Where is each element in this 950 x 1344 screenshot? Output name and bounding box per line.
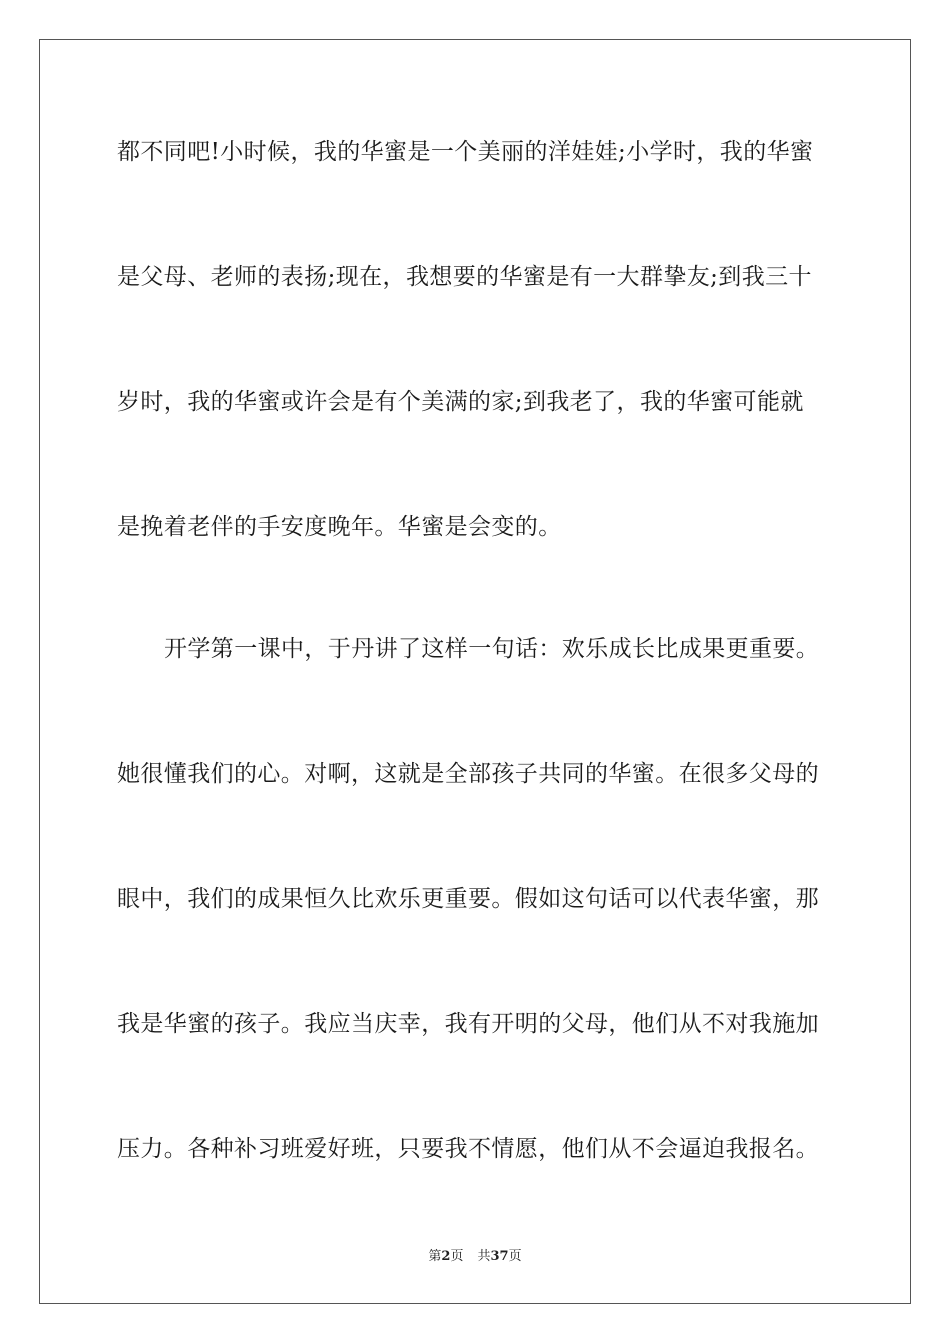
page-prefix: 第 <box>428 1249 442 1264</box>
body-text-line-4: 是挽着老伴的手安度晚年。华蜜是会变的。 <box>117 514 562 540</box>
body-text-line-1: 都不同吧!小时候，我的华蜜是一个美丽的洋娃娃;小学时，我的华蜜 <box>117 139 814 165</box>
page-footer <box>0 1248 950 1266</box>
page-frame <box>39 39 911 1304</box>
body-text-line-9: 压力。各种补习班爱好班，只要我不情愿，他们从不会逼迫我报名。 <box>117 1136 819 1162</box>
total-pages-label <box>477 1249 521 1264</box>
page-number: 2 <box>441 1249 451 1264</box>
body-text-line-8: 我是华蜜的孩子。我应当庆幸，我有开明的父母，他们从不对我施加 <box>117 1011 819 1037</box>
page-number-label <box>428 1249 463 1264</box>
body-text-line-7: 眼中，我们的成果恒久比欢乐更重要。假如这句话可以代表华蜜，那 <box>117 886 819 912</box>
total-suffix: 页 <box>508 1249 522 1264</box>
total-pages: 37 <box>490 1249 509 1264</box>
body-text-line-3: 岁时，我的华蜜或许会是有个美满的家;到我老了，我的华蜜可能就 <box>117 389 804 415</box>
body-text-line-5: 开学第一课中，于丹讲了这样一句话：欢乐成长比成果更重要。 <box>164 636 820 662</box>
total-prefix: 共 <box>477 1249 491 1264</box>
page-suffix: 页 <box>450 1249 464 1264</box>
body-text-line-6: 她很懂我们的心。对啊，这就是全部孩子共同的华蜜。在很多父母的 <box>117 761 819 787</box>
body-text-line-2: 是父母、老师的表扬;现在，我想要的华蜜是有一大群挚友;到我三十 <box>117 264 812 290</box>
